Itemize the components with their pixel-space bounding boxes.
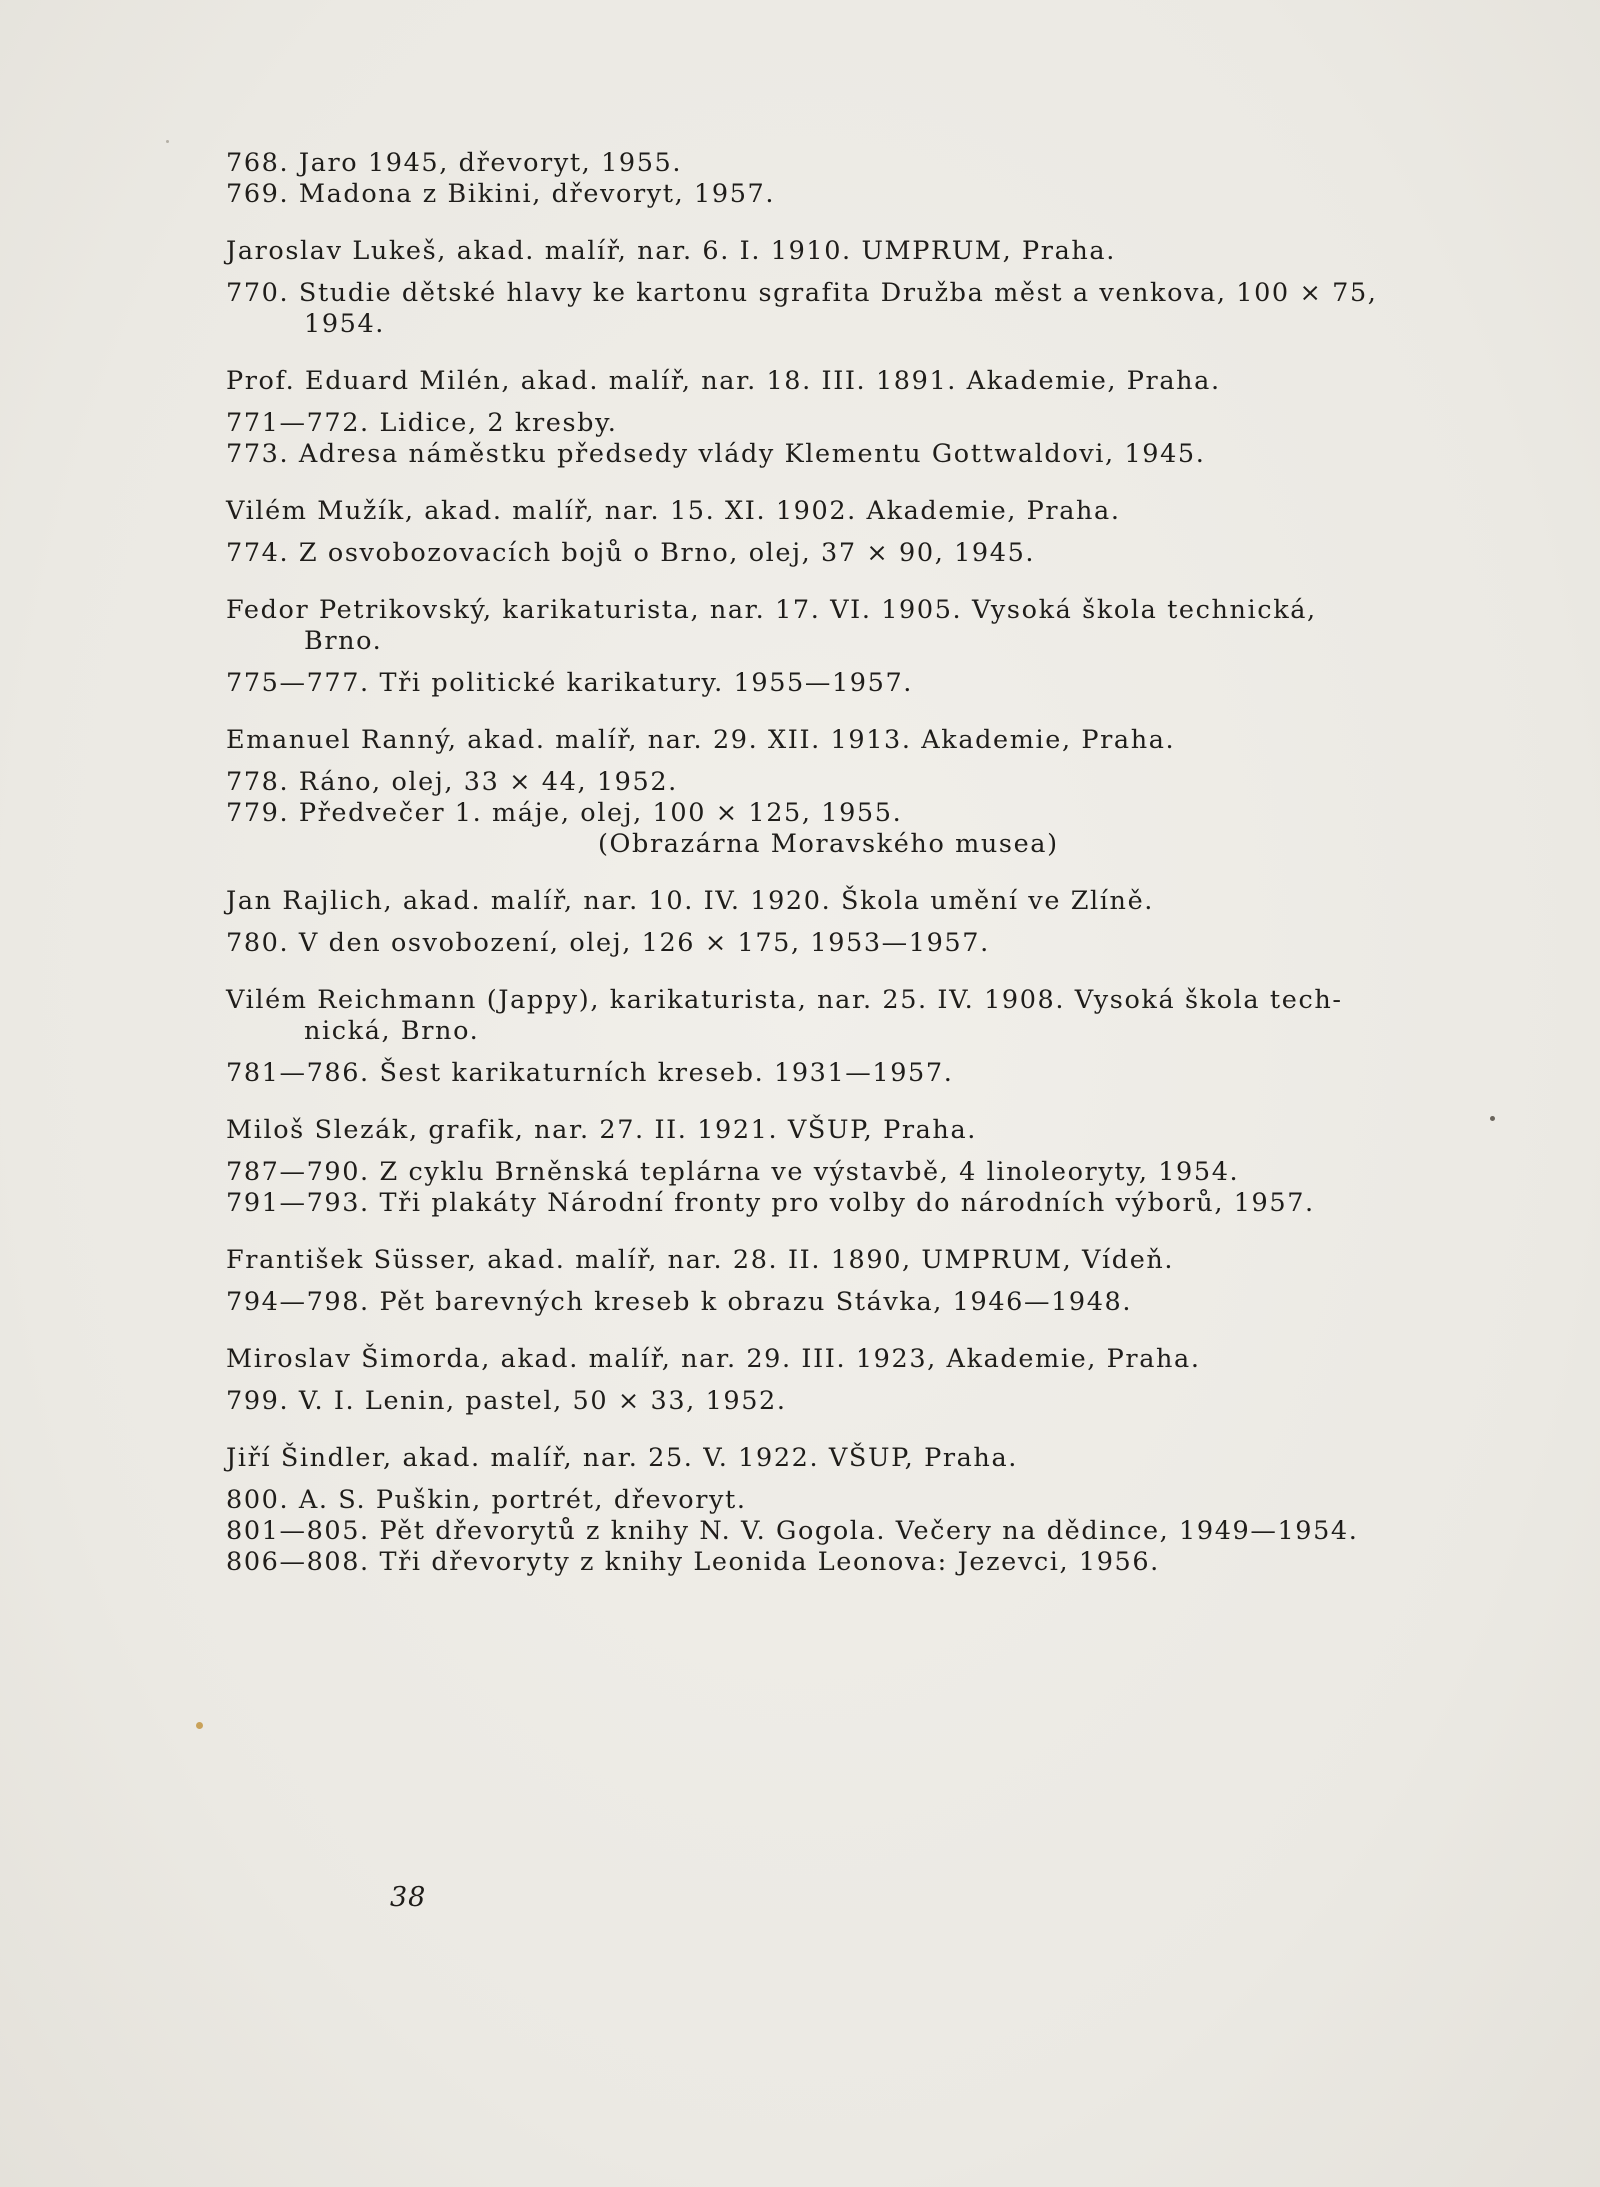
entry-770-cont: 1954. <box>304 309 386 339</box>
catalog-text <box>226 148 1426 1578</box>
artist-simorda: Miroslav Šimorda, akad. malíř, nar. 29. III. 1923, Akademie, Praha. <box>226 1344 1201 1374</box>
entry-801-805: 801—805. Pět dřevorytů z knihy N. V. Gogola. Večery na dědince, 1949—1954. <box>226 1516 1359 1546</box>
artist-lukes: Jaroslav Lukeš, akad. malíř, nar. 6. I. 1910. UMPRUM, Praha. <box>226 236 1116 266</box>
entry-780: 780. V den osvobození, olej, 126 × 175, 1953—1957. <box>226 928 990 958</box>
entry-794-798: 794—798. Pět barevných kreseb k obrazu Stávka, 1946—1948. <box>226 1287 1133 1317</box>
entry-773: 773. Adresa náměstku předsedy vlády Klementu Gottwaldovi, 1945. <box>226 439 1206 469</box>
entry-775-777: 775—777. Tři politické karikatury. 1955—1957. <box>226 668 913 698</box>
artist-ranny: Emanuel Ranný, akad. malíř, nar. 29. XII. 1913. Akademie, Praha. <box>226 725 1176 755</box>
print-speck <box>196 1722 203 1729</box>
entry-781-786: 781—786. Šest karikaturních kreseb. 1931—1957. <box>226 1058 954 1088</box>
entry-779: 779. Předvečer 1. máje, olej, 100 × 125, 1955. <box>226 798 903 828</box>
print-speck <box>1490 1116 1495 1121</box>
entry-800: 800. A. S. Puškin, portrét, dřevoryt. <box>226 1485 747 1515</box>
entry-799: 799. V. I. Lenin, pastel, 50 × 33, 1952. <box>226 1386 787 1416</box>
artist-petrikovsky: Fedor Petrikovský, karikaturista, nar. 17. VI. 1905. Vysoká škola technická, <box>226 595 1317 625</box>
entry-771-772: 771—772. Lidice, 2 kresby. <box>226 408 618 438</box>
artist-sindler: Jiří Šindler, akad. malíř, nar. 25. V. 1922. VŠUP, Praha. <box>226 1443 1018 1473</box>
artist-rajlich: Jan Rajlich, akad. malíř, nar. 10. IV. 1920. Škola umění ve Zlíně. <box>226 886 1154 916</box>
entry-769: 769. Madona z Bikini, dřevoryt, 1957. <box>226 179 776 209</box>
page-number: 38 <box>390 1882 427 1913</box>
entry-779-note: (Obrazárna Moravského musea) <box>598 829 1059 859</box>
artist-milen: Prof. Eduard Milén, akad. malíř, nar. 18. III. 1891. Akademie, Praha. <box>226 366 1221 396</box>
entry-778: 778. Ráno, olej, 33 × 44, 1952. <box>226 767 678 797</box>
entry-787-790: 787—790. Z cyklu Brněnská teplárna ve výstavbě, 4 linoleoryty, 1954. <box>226 1157 1240 1187</box>
artist-muzik: Vilém Mužík, akad. malíř, nar. 15. XI. 1902. Akademie, Praha. <box>226 496 1121 526</box>
artist-reichmann-cont: nická, Brno. <box>304 1016 480 1046</box>
artist-slezak: Miloš Slezák, grafik, nar. 27. II. 1921. VŠUP, Praha. <box>226 1115 977 1145</box>
artist-petrikovsky-cont: Brno. <box>304 626 383 656</box>
entry-791-793: 791—793. Tři plakáty Národní fronty pro volby do národních výborů, 1957. <box>226 1188 1315 1218</box>
entry-768: 768. Jaro 1945, dřevoryt, 1955. <box>226 148 683 178</box>
print-speck <box>166 140 169 143</box>
artist-susser: František Süsser, akad. malíř, nar. 28. II. 1890, UMPRUM, Vídeň. <box>226 1245 1175 1275</box>
entry-770: 770. Studie dětské hlavy ke kartonu sgrafita Družba měst a venkova, 100 × 75, <box>226 278 1378 308</box>
entry-774: 774. Z osvobozovacích bojů o Brno, olej, 37 × 90, 1945. <box>226 538 1036 568</box>
entry-806-808: 806—808. Tři dřevoryty z knihy Leonida Leonova: Jezevci, 1956. <box>226 1547 1160 1577</box>
artist-reichmann: Vilém Reichmann (Jappy), karikaturista, nar. 25. IV. 1908. Vysoká škola tech- <box>226 985 1343 1015</box>
